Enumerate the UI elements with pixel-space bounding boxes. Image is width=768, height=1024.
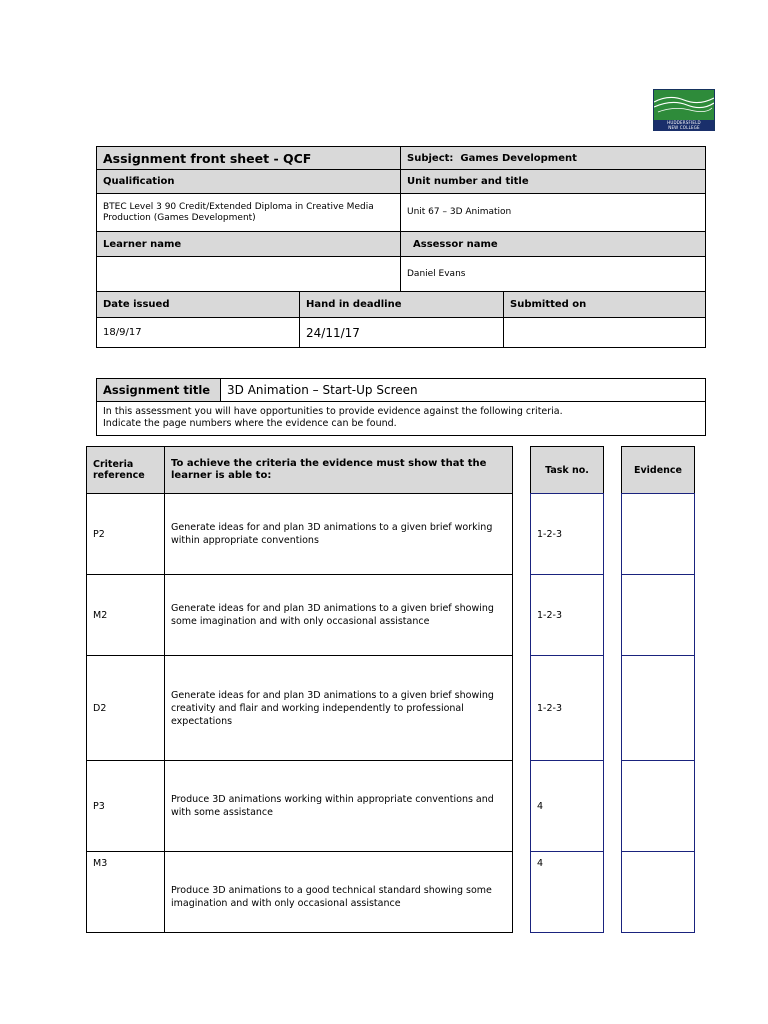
evidence-cell-m2[interactable] (621, 574, 695, 656)
submitted-on-label: Submitted on (503, 291, 706, 318)
criteria-desc-p2: Generate ideas for and plan 3D animations to a given brief working within appropriate conventions (164, 493, 513, 575)
logo-wave-graphic (654, 90, 714, 120)
assignment-title-value: 3D Animation – Start-Up Screen (220, 378, 706, 402)
task-no-m2: 1-2-3 (530, 574, 604, 656)
evidence-cell-m3[interactable] (621, 851, 695, 933)
criteria-reference-header: Criteria reference (86, 446, 165, 494)
college-logo (653, 89, 715, 131)
unit-label: Unit number and title (400, 169, 706, 194)
criteria-ref-p2: P2 (86, 493, 165, 575)
qualification-value: BTEC Level 3 90 Credit/Extended Diploma in Creative Media Production (Games Development) (96, 193, 401, 232)
assignment-intro (96, 401, 706, 436)
criteria-ref-p3: P3 (86, 760, 165, 852)
submitted-on-value[interactable] (503, 317, 706, 348)
criteria-desc-d2: Generate ideas for and plan 3D animations to a given brief showing creativity and flair and working independently to professional expectations (164, 655, 513, 761)
subject-cell (400, 146, 706, 170)
unit-value: Unit 67 – 3D Animation (400, 193, 706, 232)
evidence-cell-p2[interactable] (621, 493, 695, 575)
criteria-ref-d2: D2 (86, 655, 165, 761)
learner-name-value[interactable] (96, 256, 401, 292)
deadline-label: Hand in deadline (299, 291, 504, 318)
criteria-description-header: To achieve the criteria the evidence must show that the learner is able to: (164, 446, 513, 494)
task-no-d2: 1-2-3 (530, 655, 604, 761)
evidence-header: Evidence (621, 446, 695, 494)
assessor-name-value: Daniel Evans (400, 256, 706, 292)
logo-text: HUDDERSFIELD NEW COLLEGE (654, 120, 714, 131)
front-sheet-title: Assignment front sheet - QCF (96, 146, 401, 170)
task-no-m3: 4 (530, 851, 604, 933)
qualification-label: Qualification (96, 169, 401, 194)
task-no-p2: 1-2-3 (530, 493, 604, 575)
learner-name-label: Learner name (96, 231, 401, 257)
criteria-desc-m2: Generate ideas for and plan 3D animations to a given brief showing some imagination and with only occasional assistance (164, 574, 513, 656)
criteria-desc-p3: Produce 3D animations working within appropriate conventions and with some assistance (164, 760, 513, 852)
date-issued-label: Date issued (96, 291, 300, 318)
criteria-desc-m3: Produce 3D animations to a good technical standard showing some imagination and with only occasional assistance (164, 851, 513, 933)
criteria-ref-m3: M3 (86, 851, 165, 933)
assessor-name-label: Assessor name (400, 231, 706, 257)
deadline-value: 24/11/17 (299, 317, 504, 348)
task-no-p3: 4 (530, 760, 604, 852)
subject-label: Subject: (407, 152, 454, 164)
task-number-header: Task no. (530, 446, 604, 494)
date-issued-value: 18/9/17 (96, 317, 300, 348)
subject-value: Games Development (460, 152, 577, 164)
assignment-title-label: Assignment title (96, 378, 221, 402)
criteria-ref-m2: M2 (86, 574, 165, 656)
evidence-cell-p3[interactable] (621, 760, 695, 852)
intro-line-1: In this assessment you will have opportunities to provide evidence against the following criteria. (103, 406, 563, 417)
evidence-cell-d2[interactable] (621, 655, 695, 761)
intro-line-2: Indicate the page numbers where the evidence can be found. (103, 418, 397, 429)
